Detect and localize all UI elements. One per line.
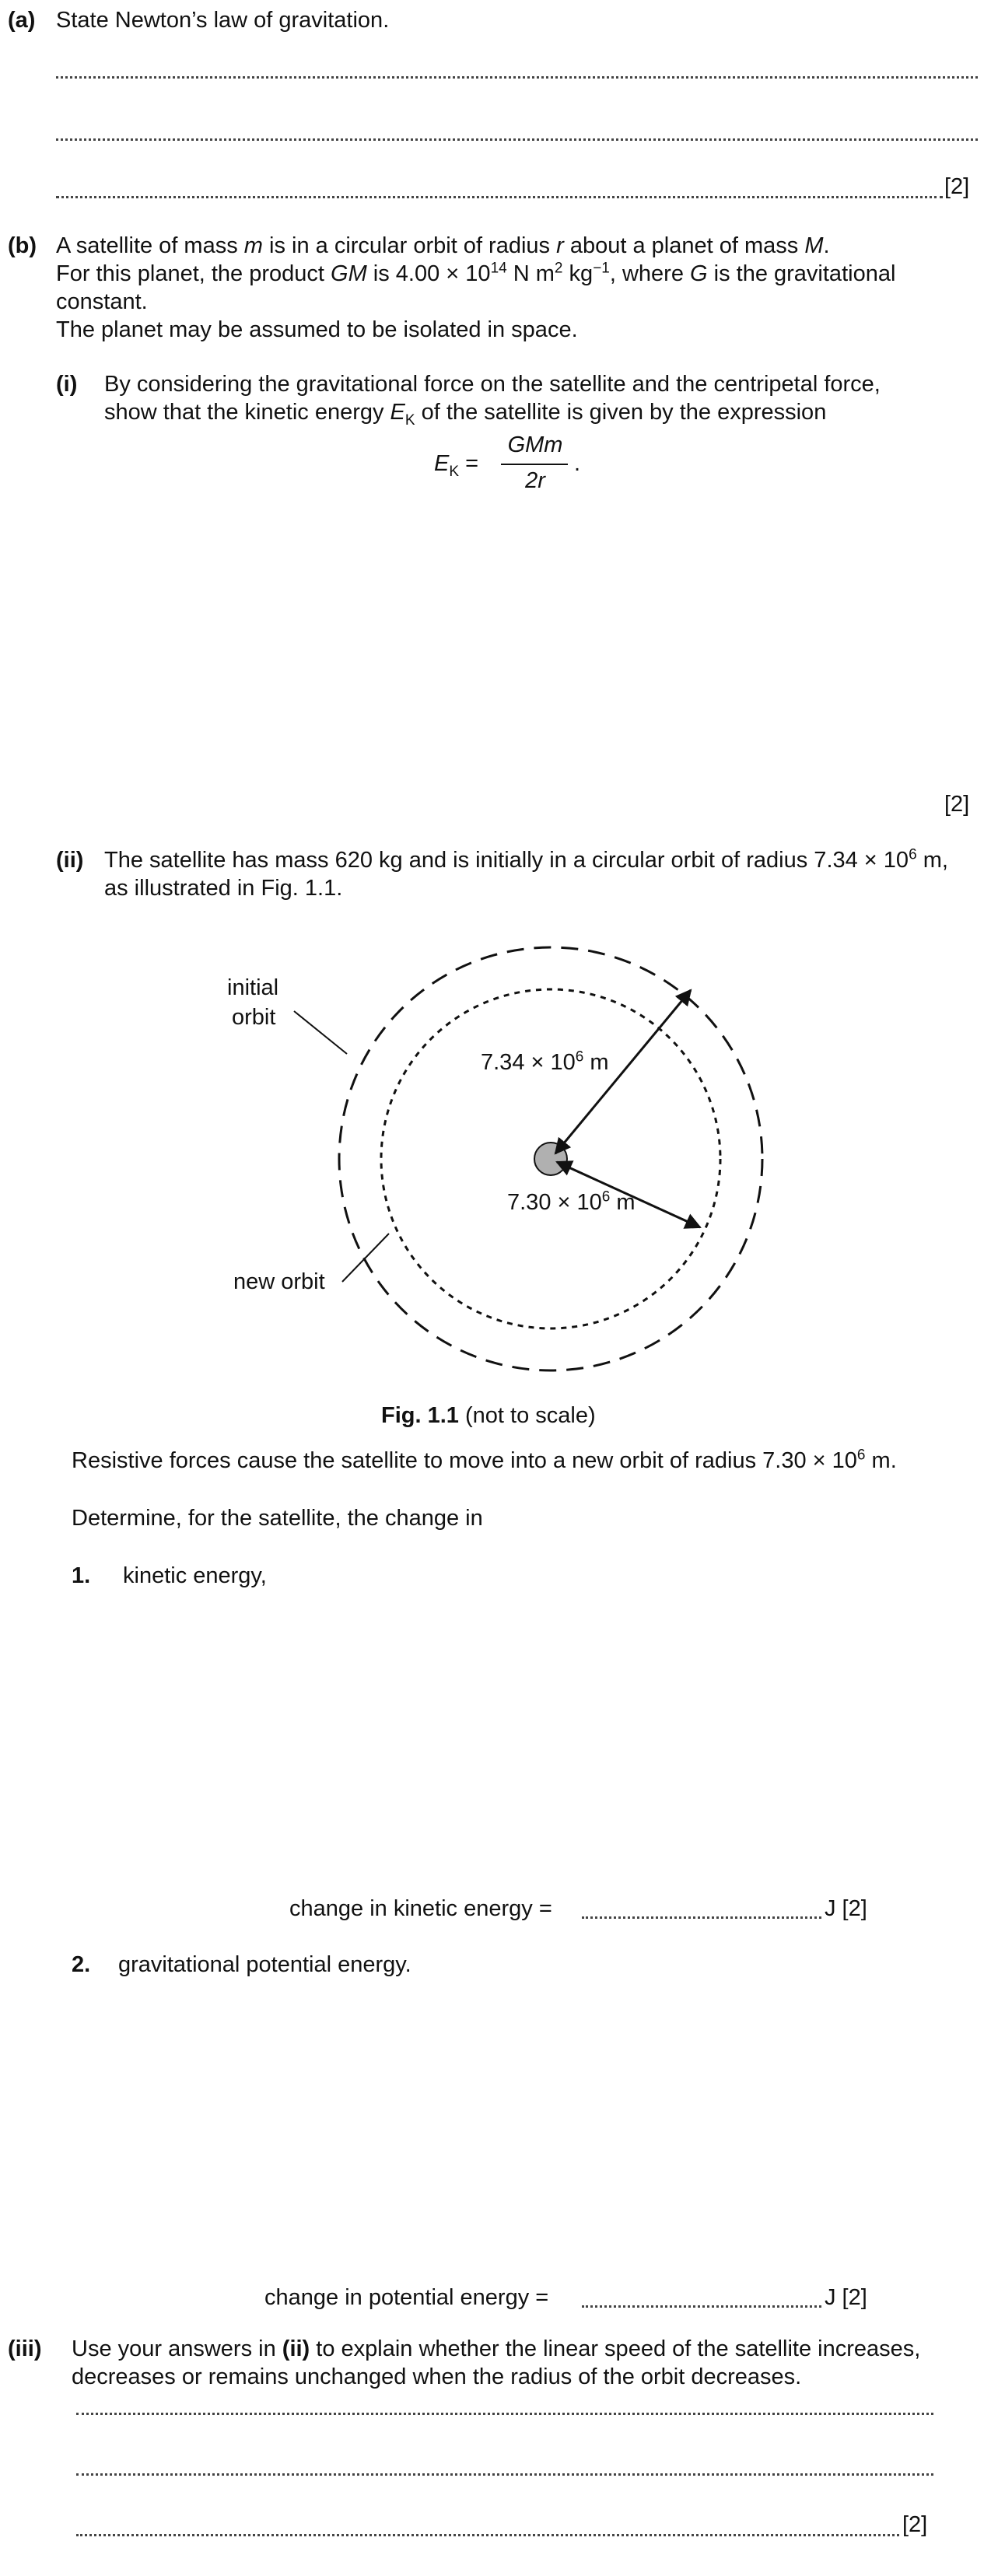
- answer2-field[interactable]: [582, 2305, 821, 2308]
- equation-numerator: GMm: [507, 432, 563, 457]
- item2-text: gravitational potential energy.: [118, 1952, 411, 1977]
- answer1-unit: J [2]: [825, 1896, 867, 1921]
- planet: [534, 1143, 567, 1175]
- figure-caption: Fig. 1.1 (not to scale): [381, 1403, 596, 1428]
- label-new-orbit: new orbit: [233, 1269, 325, 1294]
- part-b-label: (b): [8, 233, 37, 258]
- answer2-label: change in potential energy =: [264, 2285, 549, 2310]
- part-iii-label: (iii): [8, 2336, 42, 2361]
- answer-line-iii2[interactable]: [76, 2473, 933, 2476]
- part-b-line2: For this planet, the product GM is $4.00 \times 10^{14}$ N $m^2$ $kg^{-1}$, where G is the gravitational: [56, 260, 896, 286]
- part-a-marks: [2]: [944, 174, 970, 199]
- answer2-unit: J [2]: [825, 2285, 867, 2310]
- part-i-label: (i): [56, 372, 78, 397]
- label-new-radius: $7.30 \times 10^6$ m: [507, 1188, 636, 1215]
- label-initial-orbit-1: initial: [227, 975, 279, 1000]
- answer-line-iii1[interactable]: [76, 2413, 933, 2415]
- part-ii-label: (ii): [56, 848, 84, 873]
- part-a-label: (a): [8, 8, 36, 33]
- answer-line-iii3[interactable]: [76, 2534, 899, 2536]
- part-ii-line1: The satellite has mass 620 kg and is initially in a circular orbit of radius $7.34 \times 10^6$ m,: [104, 846, 948, 873]
- part-ii-line2: as illustrated in Fig. 1.1.: [104, 876, 343, 901]
- item1-text: kinetic energy,: [123, 1563, 267, 1588]
- determine-text: Determine, for the satellite, the change in: [72, 1506, 483, 1531]
- part-iii-line1: Use your answers in (ii) to explain whether the linear speed of the satellite increases,: [72, 2336, 921, 2361]
- equation-denominator: 2r: [525, 468, 545, 493]
- part-b-line4: The planet may be assumed to be isolated in space.: [56, 317, 578, 342]
- part-iii-marks: [2]: [902, 2512, 928, 2537]
- label-initial-radius: $7.34 \times 10^6$ m: [481, 1048, 609, 1075]
- initial-orbit-leader: [294, 1011, 347, 1054]
- part-iii-line2: decreases or remains unchanged when the radius of the orbit decreases.: [72, 2364, 802, 2389]
- answer1-field[interactable]: [582, 1916, 821, 1919]
- resistive-forces-text: Resistive forces cause the satellite to move into a new orbit of radius $7.30 \times 10^6$ m.: [72, 1447, 897, 1473]
- part-b-line1: A satellite of mass m is in a circular orbit of radius r about a planet of mass M.: [56, 233, 830, 258]
- part-i-line1: By considering the gravitational force on the satellite and the centripetal force,: [104, 372, 881, 397]
- new-orbit-leader: [342, 1234, 389, 1282]
- part-a-question: State Newton’s law of gravitation.: [56, 8, 390, 33]
- part-b-line3: constant.: [56, 289, 148, 314]
- equation-lhs: $E_K$ =: [434, 451, 479, 480]
- label-initial-orbit-2: orbit: [232, 1005, 276, 1030]
- item1-number: 1.: [72, 1563, 91, 1588]
- item2-number: 2.: [72, 1952, 91, 1977]
- answer1-label: change in kinetic energy =: [289, 1896, 552, 1921]
- equation-period: .: [574, 451, 581, 476]
- part-i-marks: [2]: [944, 792, 970, 817]
- part-i-line2: show that the kinetic energy $E_K$ of the satellite is given by the expression: [104, 400, 827, 429]
